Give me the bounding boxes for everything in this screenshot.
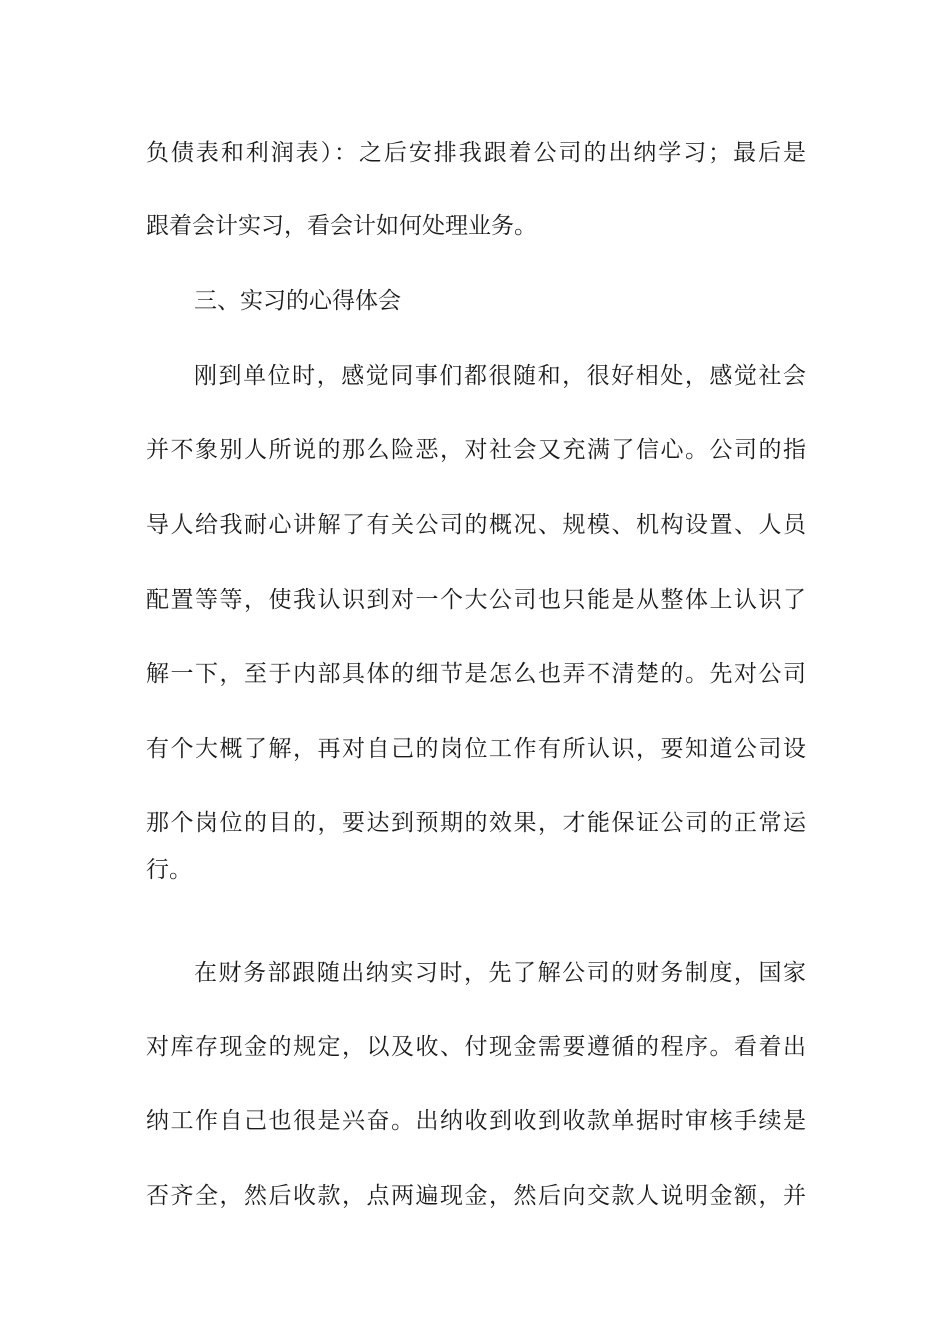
text-line-8: 解一下，至于内部具体的细节是怎么也弄不清楚的。先对公司: [146, 661, 806, 687]
text-line-10: 那个岗位的目的，要达到预期的效果，才能保证公司的正常运: [146, 810, 806, 836]
text-line-13: 对库存现金的规定，以及收、付现金需要遵循的程序。看着出: [146, 1034, 806, 1060]
text-line-15: 否齐全，然后收款，点两遍现金，然后向交款人说明金额，并: [146, 1183, 806, 1209]
text-line-11: 行。: [146, 857, 192, 883]
section-heading: 三、实习的心得体会: [194, 288, 401, 314]
text-line-5: 并不象别人所说的那么险恶，对社会又充满了信心。公司的指: [146, 437, 806, 463]
text-line-9: 有个大概了解，再对自己的岗位工作有所认识，要知道公司设: [146, 736, 806, 762]
text-line-2: 跟着会计实习，看会计如何处理业务。: [146, 213, 537, 239]
text-line-1: 负债表和利润表）：之后安排我跟着公司的出纳学习；最后是: [146, 140, 806, 166]
text-line-12: 在财务部跟随出纳实习时，先了解公司的财务制度，国家: [194, 960, 806, 986]
text-line-4: 刚到单位时，感觉同事们都很随和，很好相处，感觉社会: [194, 363, 806, 389]
text-line-14: 纳工作自己也很是兴奋。出纳收到收到收款单据时审核手续是: [146, 1108, 806, 1134]
text-line-6: 导人给我耐心讲解了有关公司的概况、规模、机构设置、人员: [146, 512, 806, 538]
text-line-7: 配置等等，使我认识到对一个大公司也只能是从整体上认识了: [146, 587, 806, 613]
